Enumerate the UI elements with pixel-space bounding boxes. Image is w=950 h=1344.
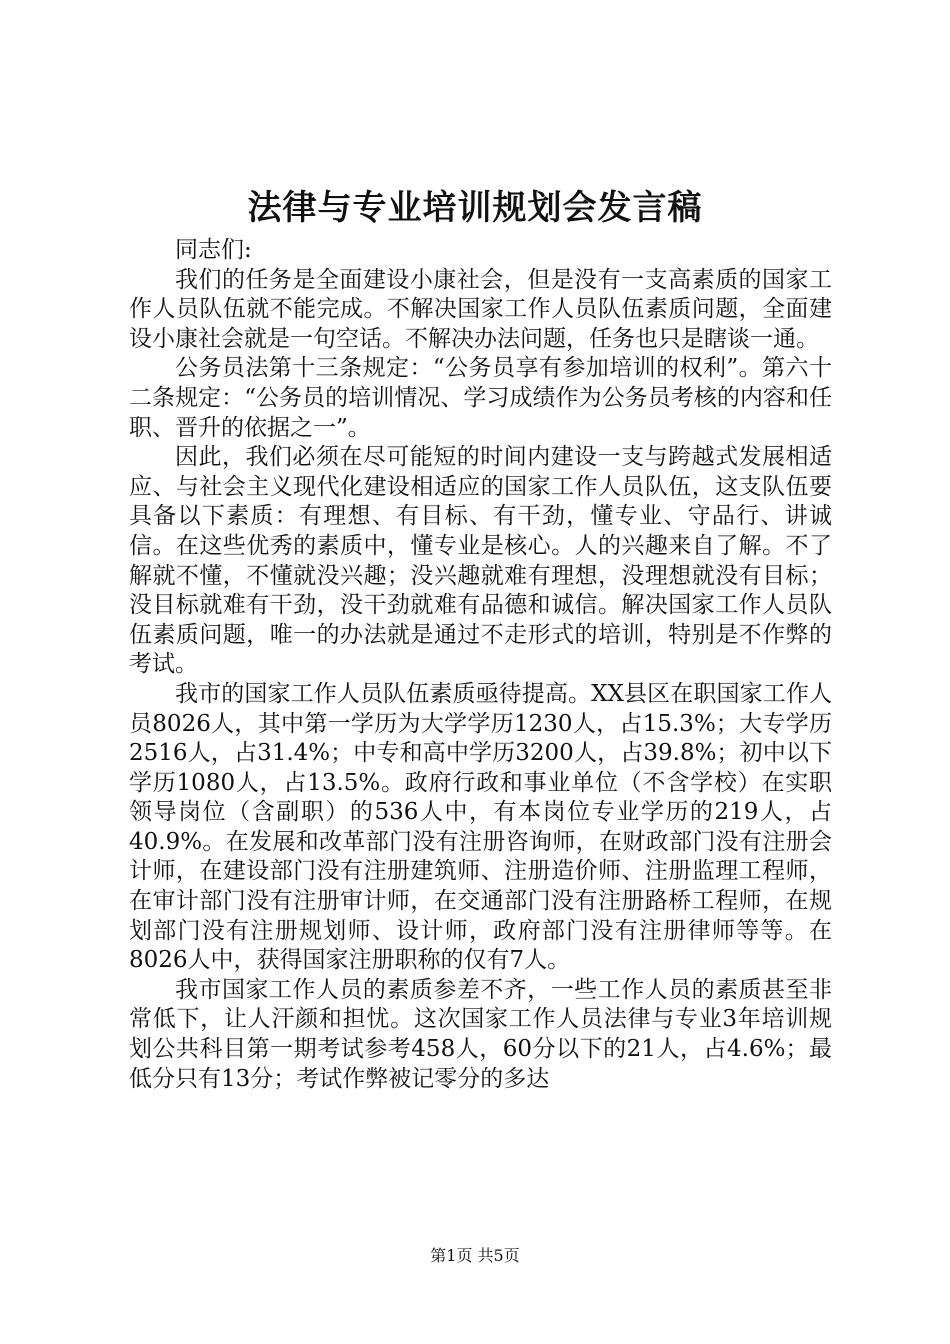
paragraph-1: 我们的任务是全面建设小康社会，但是没有一支高素质的国家工作人员队伍就不能完成。不解决国家工作人员队伍素质问题，全面建设小康社会就是一句空话。不解决办法问题，任务也只是瞎谈一通。: [129, 266, 832, 352]
greeting: 同志们:: [175, 237, 252, 263]
paragraph-2: 公务员法第十三条规定：“公务员享有参加培训的权利”。第六十二条规定：“公务员的培训情况、学习成绩作为公务员考核的内容和任职、晋升的依据之一”。: [129, 355, 832, 441]
paragraph-4: 我市的国家工作人员队伍素质亟待提高。XX县区在职国家工作人员8026人，其中第一学历为大学学历1230人，占15.3%；大专学历2516人，占31.4%；中专和高中学历3200人，占39.8%；初中以下学历1080人，占13.5%。政府行政和事业单位（不含学校）在实职领导岗位（含副职）的536人中，有本岗位专业学历的219人，占40.9%。在发展和改革部门没有注册咨询师，在财政部门没有注册会计师，在建设部门没有注册建筑师、注册造价师、注册监理工程师，在审计部门没有注册审计师，在交通部门没有注册路桥工程师，在规划部门没有注册规划师、设计师，政府部门没有注册律师等等。在8026人中，获得国家注册职称的仅有7人。: [129, 680, 832, 974]
paragraph-5: 我市国家工作人员的素质参差不齐，一些工作人员的素质甚至非常低下，让人汗颜和担忧。这次国家工作人员法律与专业3年培训规划公共科目第一期考试参考458人，60分以下的21人，占4.6%；最低分只有13分；考试作弊被记零分的多达: [129, 976, 832, 1092]
document-body: [129, 236, 832, 1094]
document-title: 法律与专业培训规划会发言稿: [247, 188, 703, 228]
paragraph-3: 因此，我们必须在尽可能短的时间内建设一支与跨越式发展相适应、与社会主义现代化建设相适应的国家工作人员队伍，这支队伍要具备以下素质：有理想、有目标、有干劲，懂专业、守品行、讲诚信。在这些优秀的素质中，懂专业是核心。人的兴趣来自了解。不了解就不懂，不懂就没兴趣；没兴趣就难有理想，没理想就没有目标；没目标就难有干劲，没干劲就难有品德和诚信。解决国家工作人员队伍素质问题，唯一的办法就是通过不走形式的培训，特别是不作弊的考试。: [129, 444, 832, 678]
page-footer: 第1页 共5页: [430, 1246, 520, 1265]
